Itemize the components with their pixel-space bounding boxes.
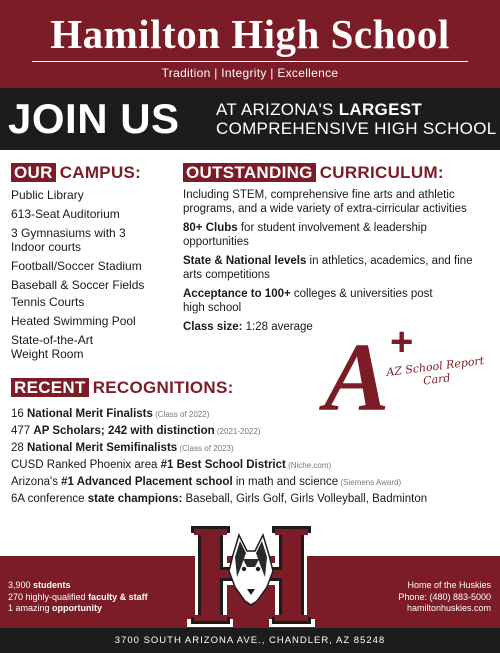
- recognition-post: Baseball, Girls Golf, Girls Volleyball, Badminton: [182, 493, 428, 505]
- join-us-headline: JOIN US: [8, 95, 180, 142]
- recognition-pre: 28: [11, 442, 27, 454]
- curriculum-point-text: in athletics, academics, and fine arts competitions: [183, 255, 473, 281]
- curriculum-point: [183, 254, 488, 282]
- recognition-row: [11, 441, 491, 458]
- footer-website: hamiltonhuskies.com: [406, 603, 491, 613]
- curriculum-point-text: 1:28 average: [242, 321, 313, 333]
- campus-item: Football/Soccer Stadium: [11, 259, 142, 273]
- recognition-note: (Class of 2023): [177, 444, 234, 453]
- recognitions-heading: [11, 378, 234, 398]
- recognition-pre: Arizona's: [11, 476, 62, 488]
- campus-item: 613-Seat Auditorium: [11, 207, 120, 221]
- recognition-post: in math and science: [232, 476, 339, 488]
- recognition-bold: #1 Advanced Placement school: [61, 476, 233, 488]
- husky-head-icon: [229, 535, 273, 605]
- campus-item: Tennis Courts: [11, 295, 85, 309]
- join-us-band: [0, 88, 500, 150]
- join-subheadline: [216, 100, 497, 138]
- footer-phone: Phone: (480) 883-5000: [398, 591, 491, 602]
- footer-contact: [398, 580, 491, 615]
- footer-stat-pre: 3,900: [8, 580, 34, 590]
- recognition-bold: state champions:: [87, 493, 183, 505]
- footer-tagline: Home of the Huskies: [407, 580, 491, 590]
- campus-item: Public Library: [11, 188, 84, 202]
- recognition-pre: 477: [11, 425, 34, 437]
- campus-list: [11, 188, 181, 364]
- aplus-letter: A: [324, 324, 390, 432]
- recognition-row: [11, 492, 491, 509]
- recognition-note: (Class of 2022): [152, 410, 210, 419]
- recognition-note: (2021-2022): [214, 427, 261, 436]
- campus-heading: [11, 163, 141, 183]
- recognition-pre: 16: [11, 408, 27, 420]
- footer-stat-pre: 1 amazing: [8, 603, 53, 613]
- recognitions-heading-rest: RECOGNITIONS:: [92, 378, 234, 397]
- footer-stat: [8, 592, 148, 604]
- footer-stat: [8, 603, 148, 615]
- campus-item: Heated Swimming Pool: [11, 314, 136, 328]
- recognition-row: [11, 458, 491, 475]
- school-motto: Tradition | Integrity | Excellence: [161, 66, 339, 80]
- recognition-pre: CUSD Ranked Phoenix area: [11, 459, 161, 471]
- recognition-row: [11, 424, 491, 441]
- campus-item: Baseball & Soccer Fields: [11, 278, 145, 292]
- recognition-bold: #1 Best School District: [160, 459, 286, 471]
- curriculum-heading: [183, 163, 444, 183]
- recognition-bold: National Merit Finalists: [27, 408, 153, 420]
- campus-item: State-of-the-Art: [11, 333, 94, 347]
- header-banner: [0, 0, 500, 88]
- curriculum-heading-highlight: OUTSTANDING: [183, 163, 316, 182]
- campus-heading-highlight: OUR: [11, 163, 56, 182]
- recognition-note: (Siemens Award): [338, 478, 402, 487]
- recognitions-list: [11, 407, 491, 509]
- curriculum-point-bold: Class size:: [183, 321, 243, 333]
- join-sub-line2: COMPREHENSIVE HIGH SCHOOL: [216, 119, 497, 138]
- campus-item: 3 Gymnasiums with 3: [11, 226, 126, 240]
- title-divider: [32, 61, 468, 62]
- campus-heading-rest: CAMPUS:: [59, 163, 142, 182]
- footer-stat-bold: opportunity: [52, 603, 103, 613]
- curriculum-point-text: colleges & universities post high school: [183, 288, 433, 314]
- logo-letter: H: [183, 521, 184, 522]
- curriculum-point-bold: Acceptance to 100+: [183, 288, 291, 300]
- curriculum-section: [183, 188, 488, 339]
- recognition-bold: National Merit Semifinalists: [27, 442, 178, 454]
- footer-stats: [8, 580, 148, 615]
- footer-stat-bold: faculty & staff: [88, 591, 148, 602]
- address-bar: 3700 SOUTH ARIZONA AVE., CHANDLER, AZ 85248: [0, 628, 500, 653]
- curriculum-point-text: for student involvement & leadership opportunities: [183, 222, 427, 248]
- footer-stat: [8, 580, 148, 592]
- recognition-row: [11, 475, 491, 492]
- huskies-h-logo: [183, 521, 319, 631]
- aplus-plus-sign: +: [390, 320, 414, 364]
- curriculum-point: [183, 287, 443, 315]
- recognition-row: [11, 407, 491, 424]
- recognition-bold: AP Scholars; 242 with distinction: [33, 425, 215, 437]
- curriculum-intro: Including STEM, comprehensive fine arts and athletic programs, and a wide variety of extra-cirricular activities: [183, 189, 467, 215]
- aplus-caption: AZ School Report Card: [385, 354, 485, 388]
- recognition-note: (Niche.com): [285, 461, 332, 470]
- school-title: Hamilton High School: [50, 11, 450, 57]
- curriculum-heading-rest: CURRICULUM:: [319, 163, 444, 182]
- curriculum-point-bold: 80+ Clubs: [183, 222, 238, 234]
- recognition-pre: 6A conference: [11, 493, 88, 505]
- join-sub-line1-pre: AT ARIZONA'S: [216, 100, 339, 119]
- campus-item: Weight Room: [11, 347, 84, 361]
- footer-stat-pre: 270 highly-qualified: [8, 591, 89, 602]
- join-sub-line1-bold: LARGEST: [338, 100, 423, 119]
- curriculum-point-bold: State & National levels: [183, 255, 307, 267]
- footer-stat-bold: students: [33, 580, 71, 590]
- recognitions-heading-highlight: RECENT: [11, 378, 89, 397]
- campus-item: Indoor courts: [11, 240, 82, 254]
- curriculum-point: [183, 221, 488, 249]
